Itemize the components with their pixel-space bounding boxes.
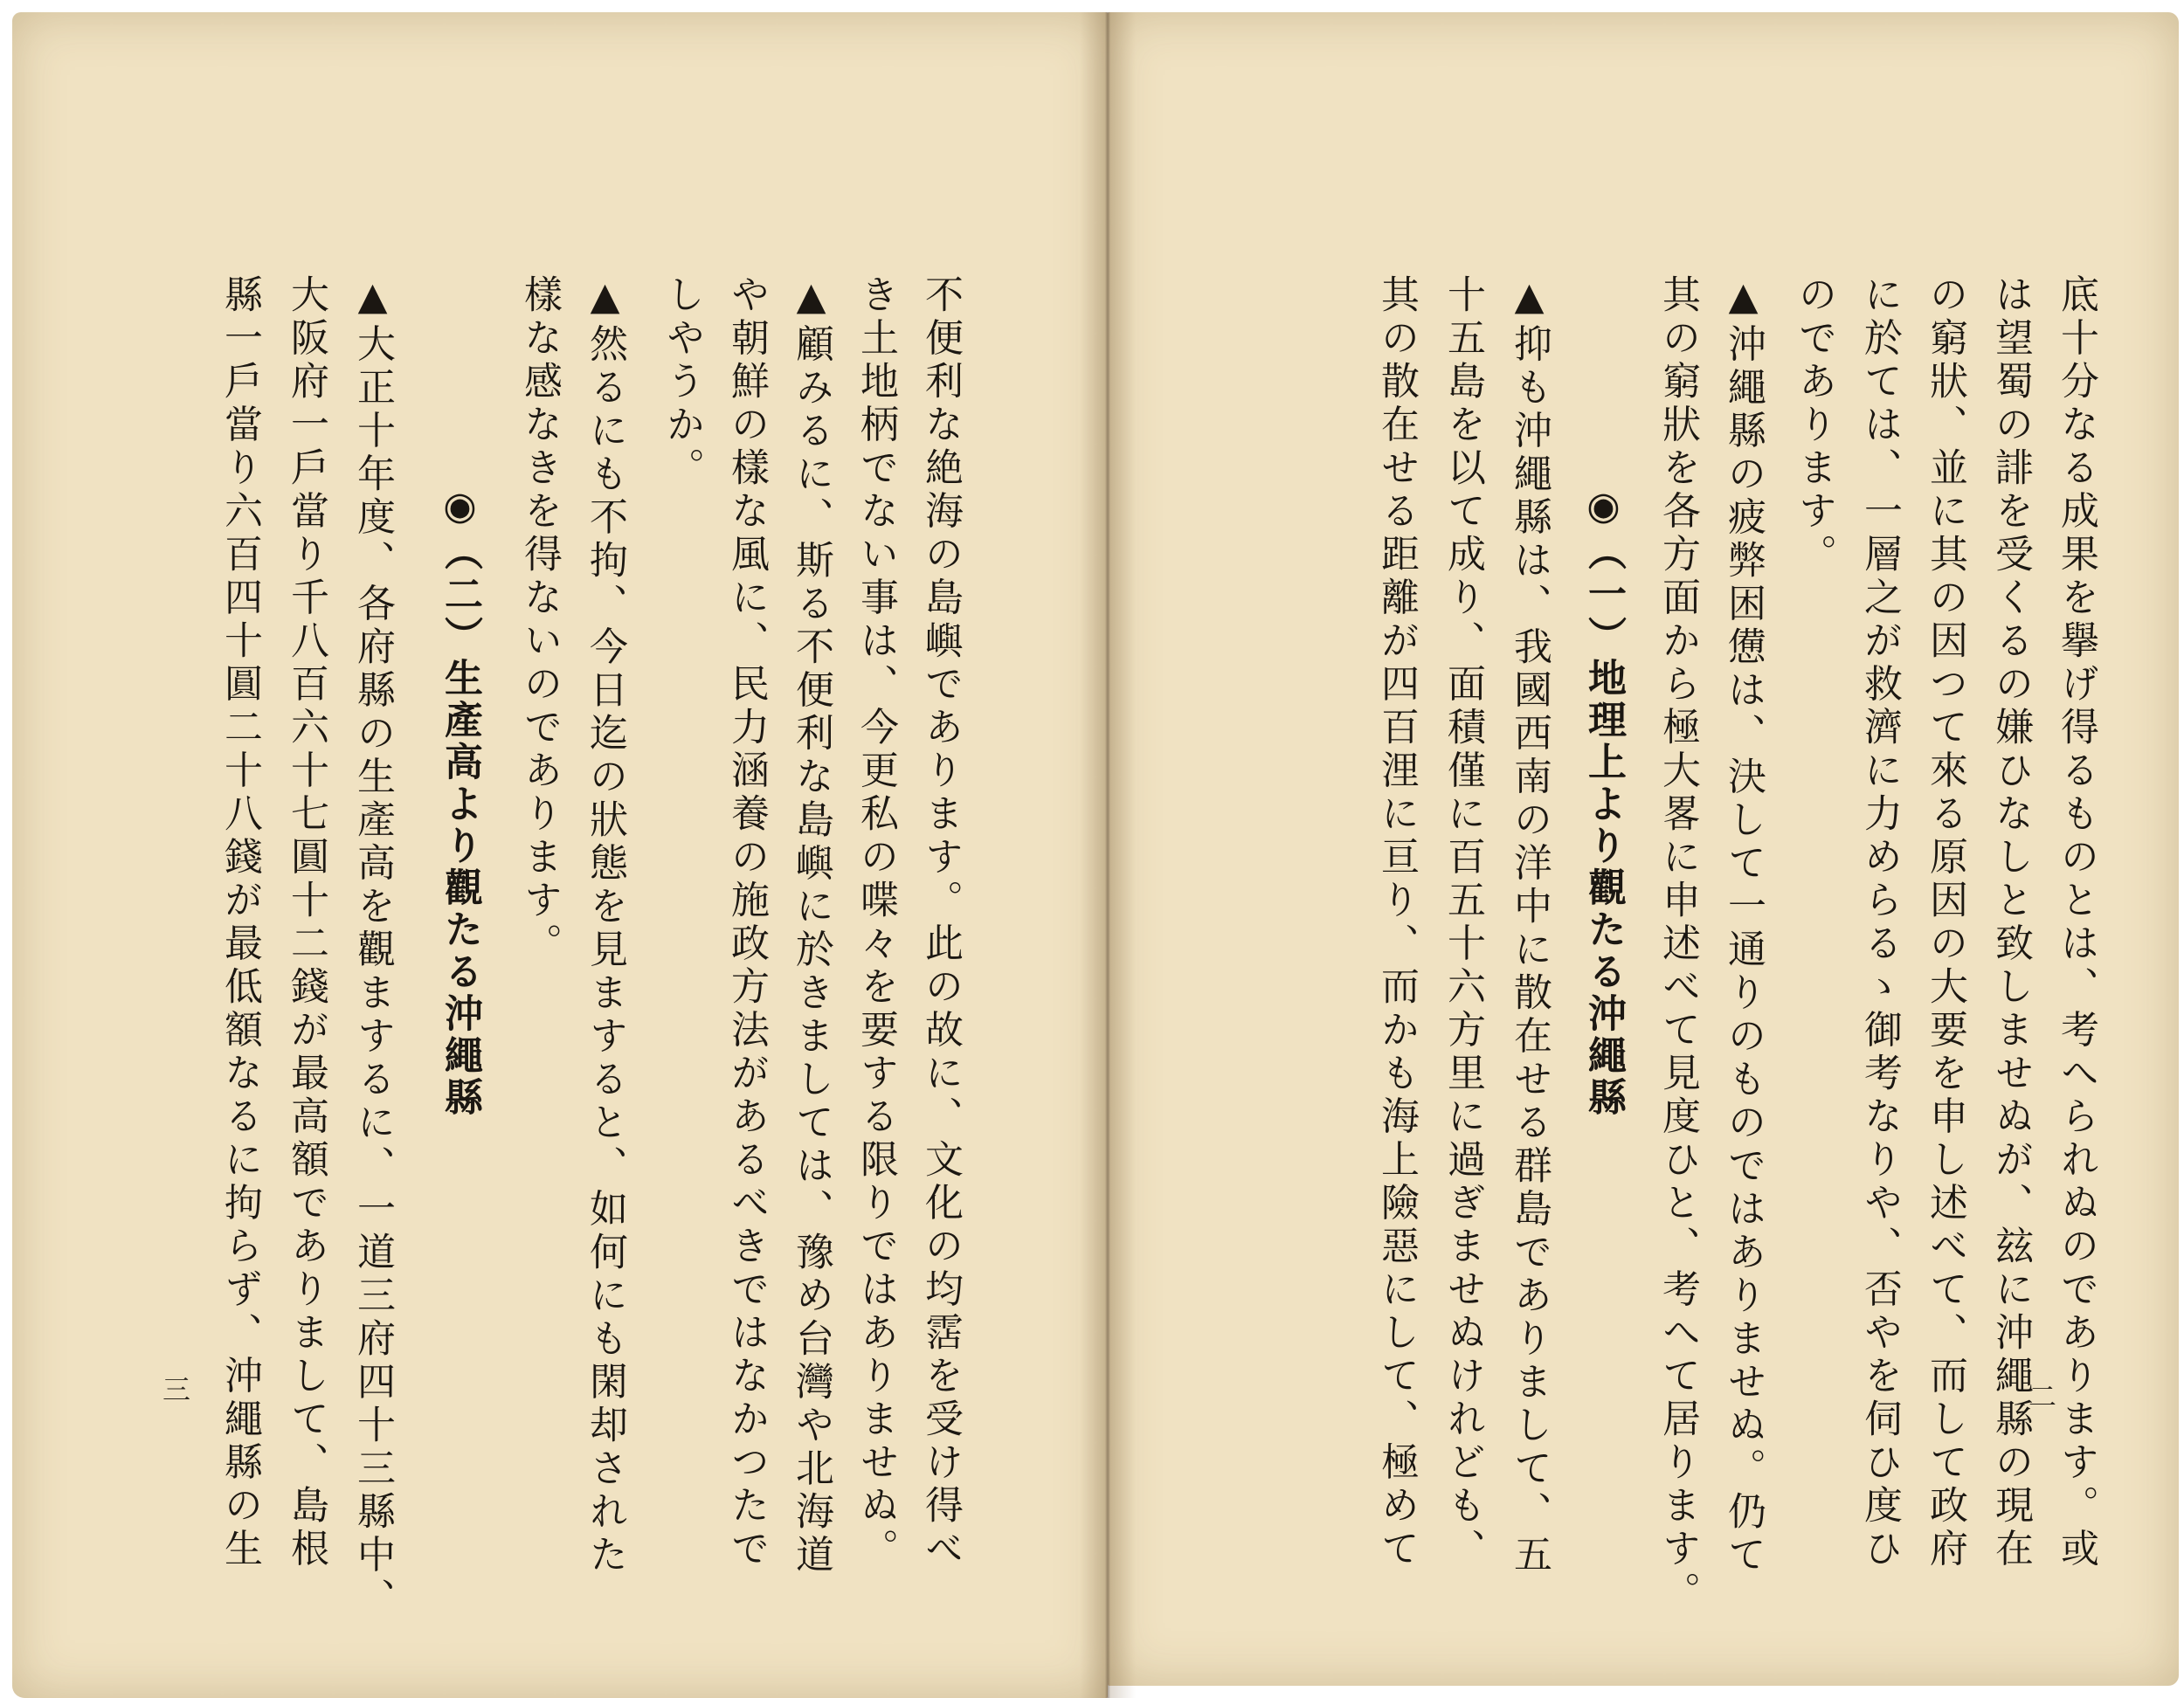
text-column: しやうか。 xyxy=(660,274,704,491)
text-column: ▲顧みるに、斯る不便利な島嶼に於きましては、豫め台灣や北海道 xyxy=(789,274,833,1577)
right-page xyxy=(1108,12,2179,1686)
text-column: の窮狀、並に其の因つて來る原因の大要を申し述べて、而して政府 xyxy=(1923,274,1967,1571)
text-column: 其の散在せる距離が四百浬に亘り、而かも海上險惡にして、極めて xyxy=(1374,274,1419,1571)
text-column: 大阪府一戶當り千八百六十七圓十二錢が最高額でありまして、島根 xyxy=(284,274,328,1571)
text-column: に於ては、一層之が救濟に力めらるゝ御考なりや、否やを伺ひ度ひ xyxy=(1857,274,1902,1571)
section-heading: ◉（二）生產高より觀たる沖繩縣 xyxy=(438,484,482,1119)
text-column: 縣一戶當り六百四十圓二十八錢が最低額なるに拘らず、沖繩縣の生 xyxy=(218,274,262,1571)
text-column: ▲大正十年度、各府縣の生產高を觀まするに、一道三府四十三縣中、 xyxy=(350,274,395,1621)
text-column: 底十分なる成果を擧げ得るものとは、考へられぬのであります。或 xyxy=(2054,274,2098,1571)
text-column: 不便利な絶海の島嶼であります。此の故に、文化の均霑を受け得べ xyxy=(918,274,963,1571)
text-column: のであります。 xyxy=(1792,274,1836,577)
text-column: ▲然るにも不拘、今日迄の狀態を見ますると、如何にも閑却された xyxy=(583,274,627,1577)
text-column: ▲沖繩縣の疲弊困憊は、決して一通りのものではありませぬ。仍て xyxy=(1721,274,1766,1577)
text-column: は望蜀の誹を受くるの嫌ひなしと致しませぬが、玆に沖繩縣の現在 xyxy=(1988,274,2033,1571)
text-column: や朝鮮の樣な風に、民力涵養の施政方法があるべきではなかつたで xyxy=(724,274,769,1571)
text-column: 十五島を以て成り、面積僅に百五十六方里に過ぎませぬけれども、 xyxy=(1441,274,1485,1571)
section-heading: ◉（一）地理上より觀たる沖繩縣 xyxy=(1581,484,1626,1119)
page-number: 三 xyxy=(158,1375,191,1403)
page-number: 二 xyxy=(2024,1382,2057,1410)
text-column: 其の窮狀を各方面から極大畧に申述べて見度ひと、考へて居ります。 xyxy=(1655,274,1700,1615)
left-page xyxy=(12,12,1108,1698)
text-column: 樣な感なきを得ないのであります。 xyxy=(517,274,562,966)
text-column: ▲抑も沖繩縣は、我國西南の洋中に散在せる群島でありまして、五 xyxy=(1507,274,1552,1577)
text-column: き土地柄でない事は、今更私の喋々を要する限りではありませぬ。 xyxy=(854,274,898,1571)
